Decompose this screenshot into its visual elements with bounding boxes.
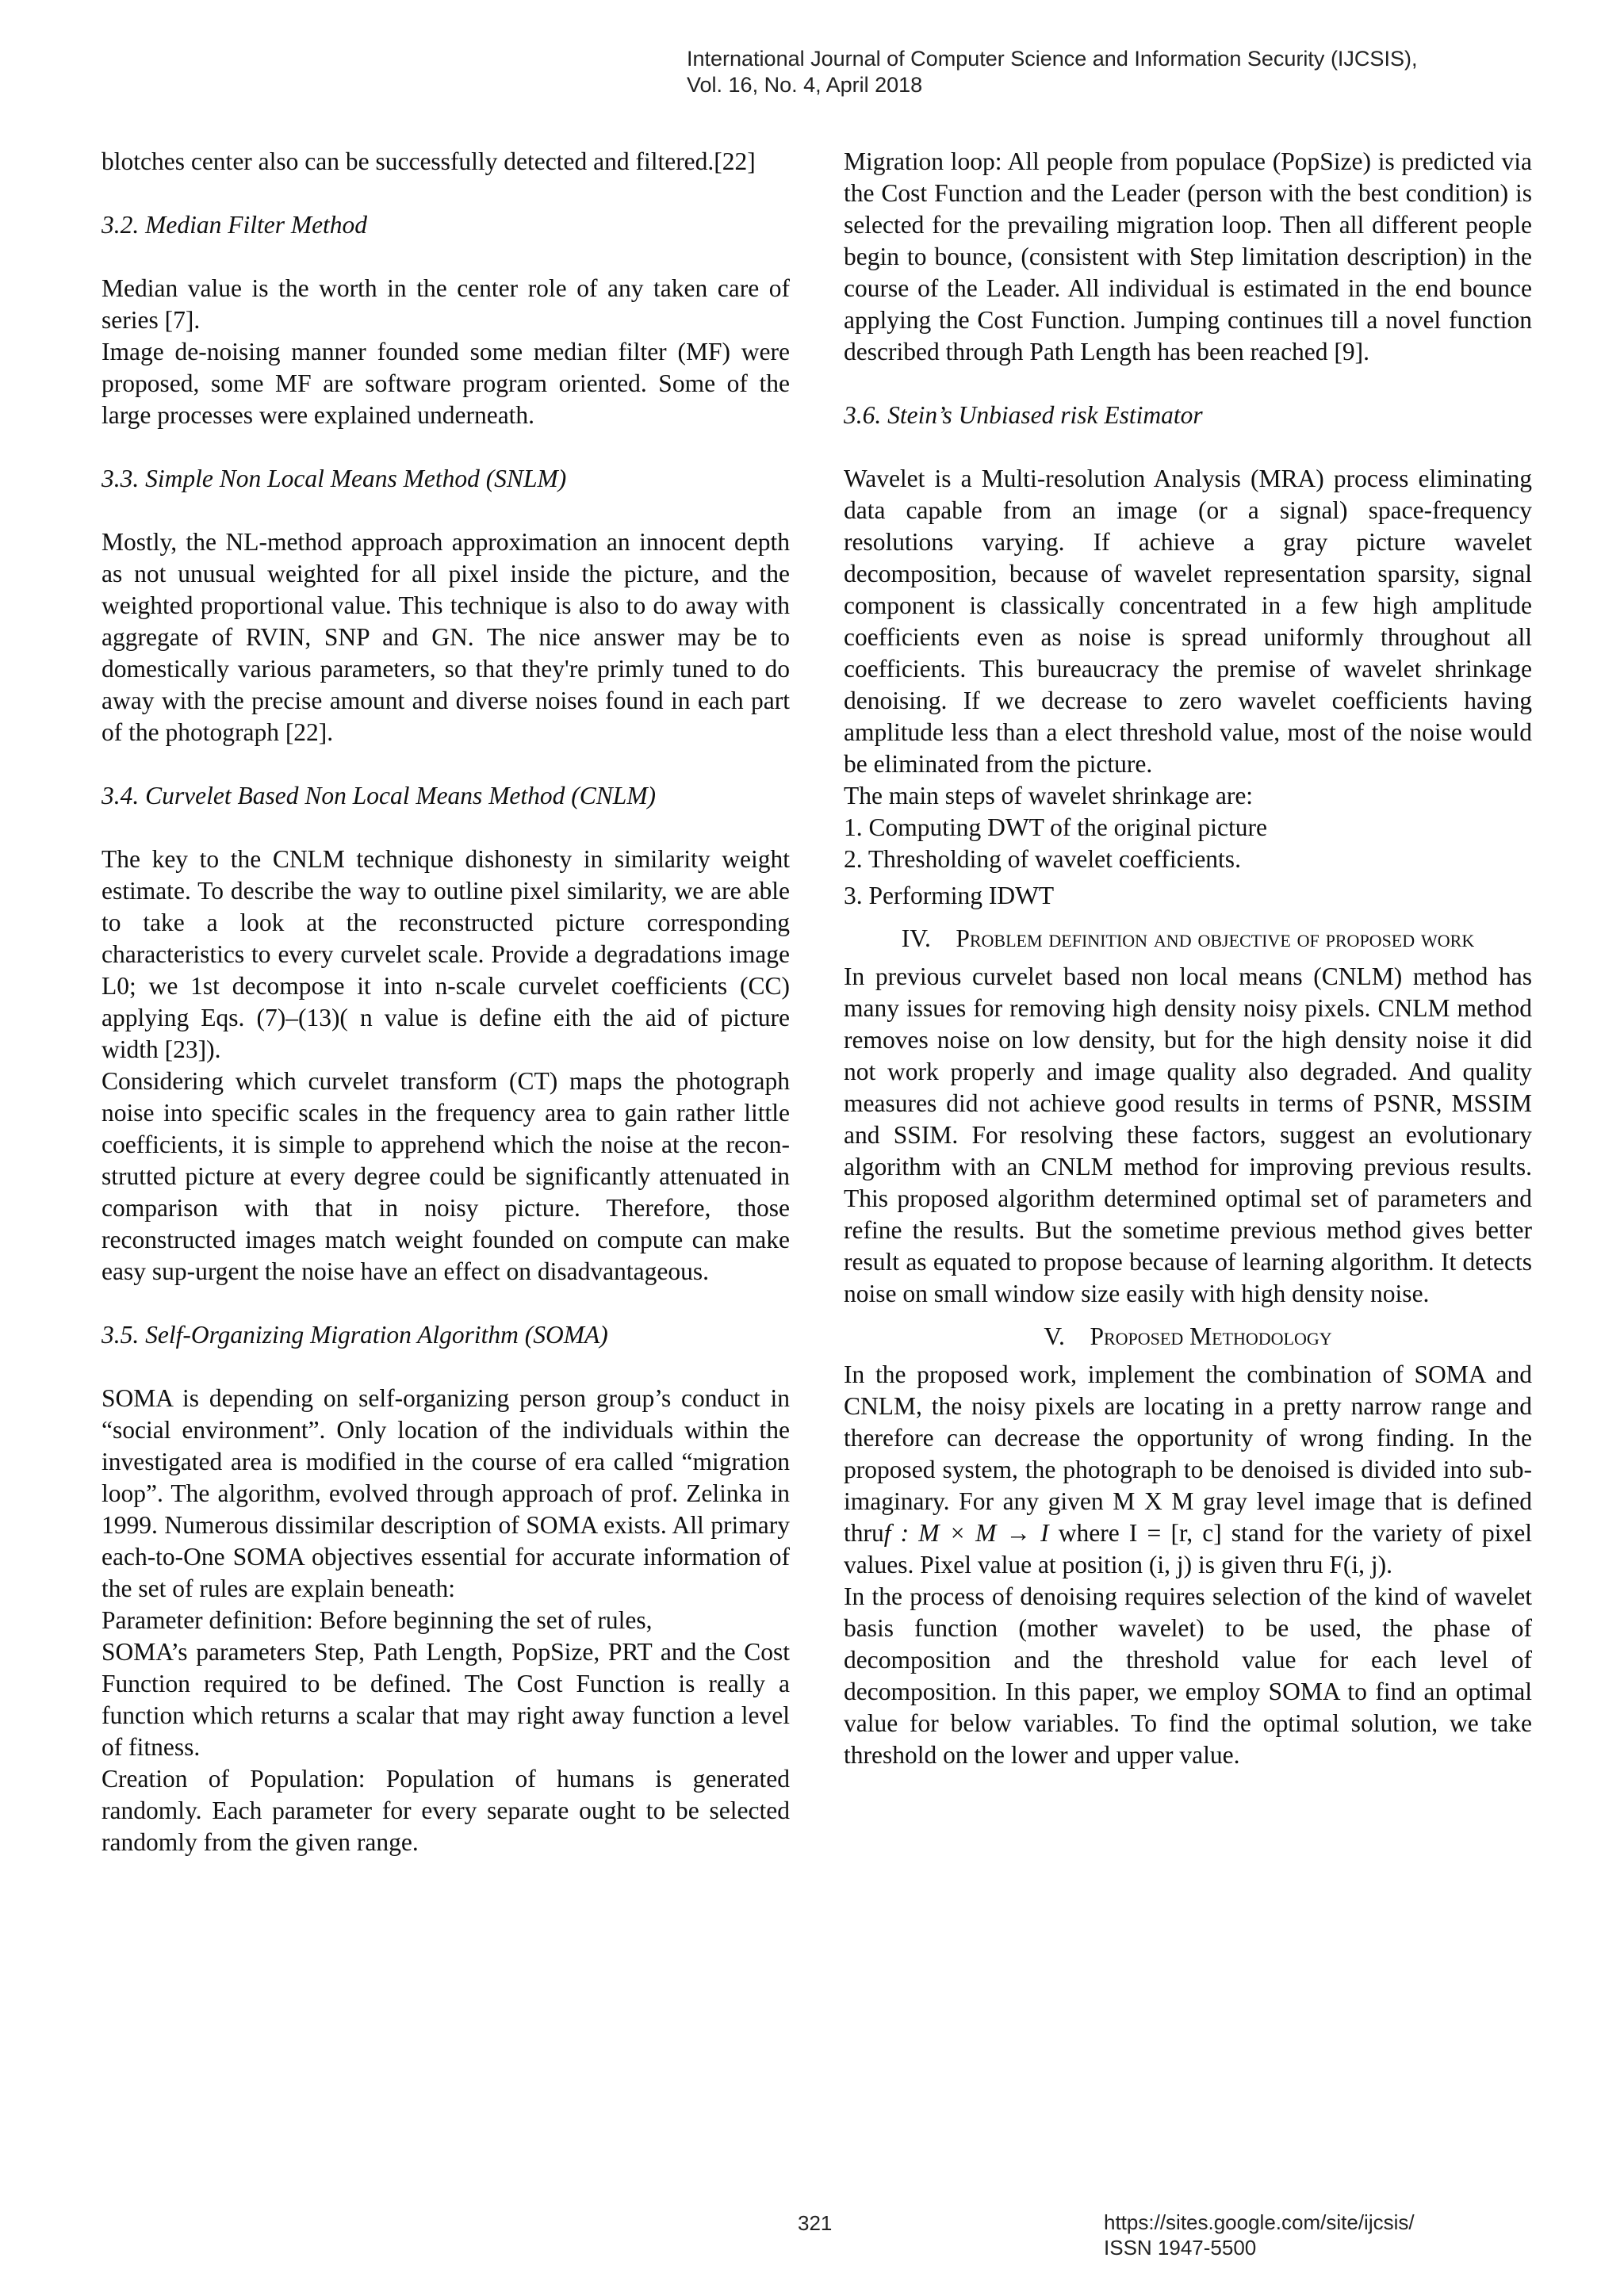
- paragraph-problem-definition: In previous curvelet based non local means (CNLM) method has many issues for removing high density noisy pixels. CNLM method removes noise on low density, but for the high density noise it did not work properly and image quality also degraded. And quality measures did not achieve good results in terms of PSNR, MSSIM and SSIM. For resolving these factors, suggest an evolutionary algorithm with an CNLM method for improving previous results. This proposed algorithm determined optimal set of parameters and refine the results. But the sometime previous method gives better result as equated to propose because of learning algorithm. It detects noise on small window size easily with high density noise.: [844, 962, 1532, 1307]
- footer-info: [1104, 2210, 1415, 2260]
- journal-header: [687, 46, 1559, 98]
- section-title: Proposed Methodology: [1090, 1322, 1332, 1350]
- text-run: where I = [r, c] stand for the variety of pixel values. Pixel value at position (i, j) is given thru F(i, j).: [844, 1519, 1533, 1578]
- section-number: V.: [1044, 1322, 1065, 1350]
- paragraph-soma-4: Creation of Population: Population of humans is generated randomly. Each parameter for every separate ought to be selected randomly from the given range.: [102, 1765, 790, 1856]
- issn: ISSN 1947-5500: [1104, 2236, 1257, 2260]
- paragraph-sure: Wavelet is a Multi-resolution Analysis (MRA) process eliminating data capable from an image (or a signal) space-frequency resolutions varying. If achieve a gray picture wavelet decomposition, because of wavelet representation sparsity, signal component is classically concentrated in a few high amplitude coefficients even as noise is spread uniformly throughout all coefficients. This bureaucracy the premise of wavelet shrinkage denoising. If we decrease to zero wavelet coefficients having amplitude less than a elect threshold value, most of the noise would be eliminated from the picture.: [844, 465, 1532, 778]
- paragraph-cnlm-1: The key to the CNLM technique dishonesty in similarity weight estimate. To describe the way to outline pixel similarity, we are able to take a look at the reconstructed picture corresponding characteristics to every curvelet scale. Provide a degradations image L0; we 1st decompose it into n-scale curvelet coefficients (CC) applying Eqs. (7)–(13)( n value is define eith the aid of picture width [23]).: [102, 845, 790, 1063]
- section-heading-3-2: 3.2. Median Filter Method: [102, 211, 368, 239]
- section-heading-4: [844, 923, 1532, 955]
- paragraph-soma-2: Parameter definition: Before beginning the set of rules,: [102, 1606, 653, 1634]
- steps-intro: The main steps of wavelet shrinkage are:: [844, 782, 1254, 809]
- section-heading-3-6: 3.6. Stein’s Unbiased risk Estimator: [844, 401, 1203, 429]
- section-title: Problem definition and objective of proposed work: [956, 924, 1475, 952]
- paragraph-methodology-2: In the process of denoising requires selection of the kind of wavelet basis function (mother wavelet) to be used, the phase of decomposition and the threshold value for each level of decomposition. In this paper, we employ SOMA to find an optimal value for below variables. To find the optimal solution, we take threshold on the lower and upper value.: [844, 1582, 1532, 1769]
- journal-url: https://sites.google.com/site/ijcsis/: [1104, 2210, 1415, 2234]
- paragraph-soma-1: SOMA is depending on self-organizing person group’s conduct in “social environment”. Only location of the individuals within the investigated area is modified in the course of era called “migration loop”. The algorithm, evolved through approach of prof. Zelinka in 1999. Numerous dissimilar description of SOMA exists. All primary each-to-One SOMA objectives essential for accurate information of the set of rules are explain beneath:: [102, 1384, 790, 1602]
- section-heading-5: [844, 1321, 1532, 1353]
- paragraph-median-1: Median value is the worth in the center role of any taken care of series [7].: [102, 274, 790, 334]
- list-item: 2. Thresholding of wavelet coefficients.: [844, 845, 1241, 873]
- section-heading-3-4: 3.4. Curvelet Based Non Local Means Method (CNLM): [102, 782, 657, 809]
- paragraph-cnlm-2: Considering which curvelet transform (CT) maps the photograph noise into specific scales in the frequency area to gain rather little coefficients, it is simple to apprehend which the noise at the recon-strutted picture at every degree could be significantly attenuated in comparison with that in noisy picture. Therefore, those reconstructed images match weight founded on compute can make easy sup-urgent the noise have an effect on disadvantageous.: [102, 1067, 790, 1285]
- paragraph-median-2: Image de-noising manner founded some median filter (MF) were proposed, some MF are software program oriented. Some of the large processes were explained underneath.: [102, 338, 790, 429]
- list-item: 3. Performing IDWT: [844, 882, 1055, 909]
- section-number: IV.: [901, 924, 931, 952]
- paragraph-methodology-1: [844, 1359, 1532, 1581]
- list-item: 1. Computing DWT of the original picture: [844, 813, 1267, 841]
- left-column: [102, 146, 790, 1858]
- right-column: [844, 146, 1532, 1771]
- page-number: 321: [798, 2211, 833, 2235]
- paragraph-snlm: Mostly, the NL-method approach approximation an innocent depth as not unusual weighted for all pixel inside the picture, and the weighted proportional value. This technique is also to do away with aggregate of RVIN, SNP and GN. The nice answer may be to domestically various parameters, so that they're primly tuned to do away with the precise amount and diverse noises found in each part of the photograph [22].: [102, 528, 790, 746]
- paragraph-soma-3: SOMA’s parameters Step, Path Length, PopSize, PRT and the Cost Function required to be defined. The Cost Function is really a function which returns a scalar that may right away function a level of fitness.: [102, 1638, 790, 1761]
- text-run: In the proposed work, implement the combination of SOMA and CNLM, the noisy pixels are locating in a pretty narrow range and therefore can decrease the opportunity of wrong finding. In the proposed system, the photograph to be denoised is divided into sub-imaginary. For any given M X M gray level image that is defined thru: [844, 1360, 1532, 1547]
- journal-title: International Journal of Computer Science and Information Security (IJCSIS),: [687, 47, 1418, 71]
- paragraph-intro: blotches center also can be successfully detected and filtered.[22]: [102, 147, 756, 175]
- journal-volume: Vol. 16, No. 4, April 2018: [687, 73, 923, 97]
- paragraph-migration-loop: Migration loop: All people from populace (PopSize) is predicted via the Cost Function and the Leader (person with the best condition) is selected for the prevailing migration loop. Then all different people begin to bounce, (consistent with Step limitation description) in the course of the Leader. All individual is estimated in the end bounce applying the Cost Function. Jumping continues till a novel function described through Path Length has been reached [9].: [844, 147, 1532, 365]
- section-heading-3-5: 3.5. Self-Organizing Migration Algorithm (SOMA): [102, 1321, 608, 1349]
- section-heading-3-3: 3.3. Simple Non Local Means Method (SNLM): [102, 465, 567, 492]
- math-expression: f : M × M → I: [883, 1519, 1049, 1547]
